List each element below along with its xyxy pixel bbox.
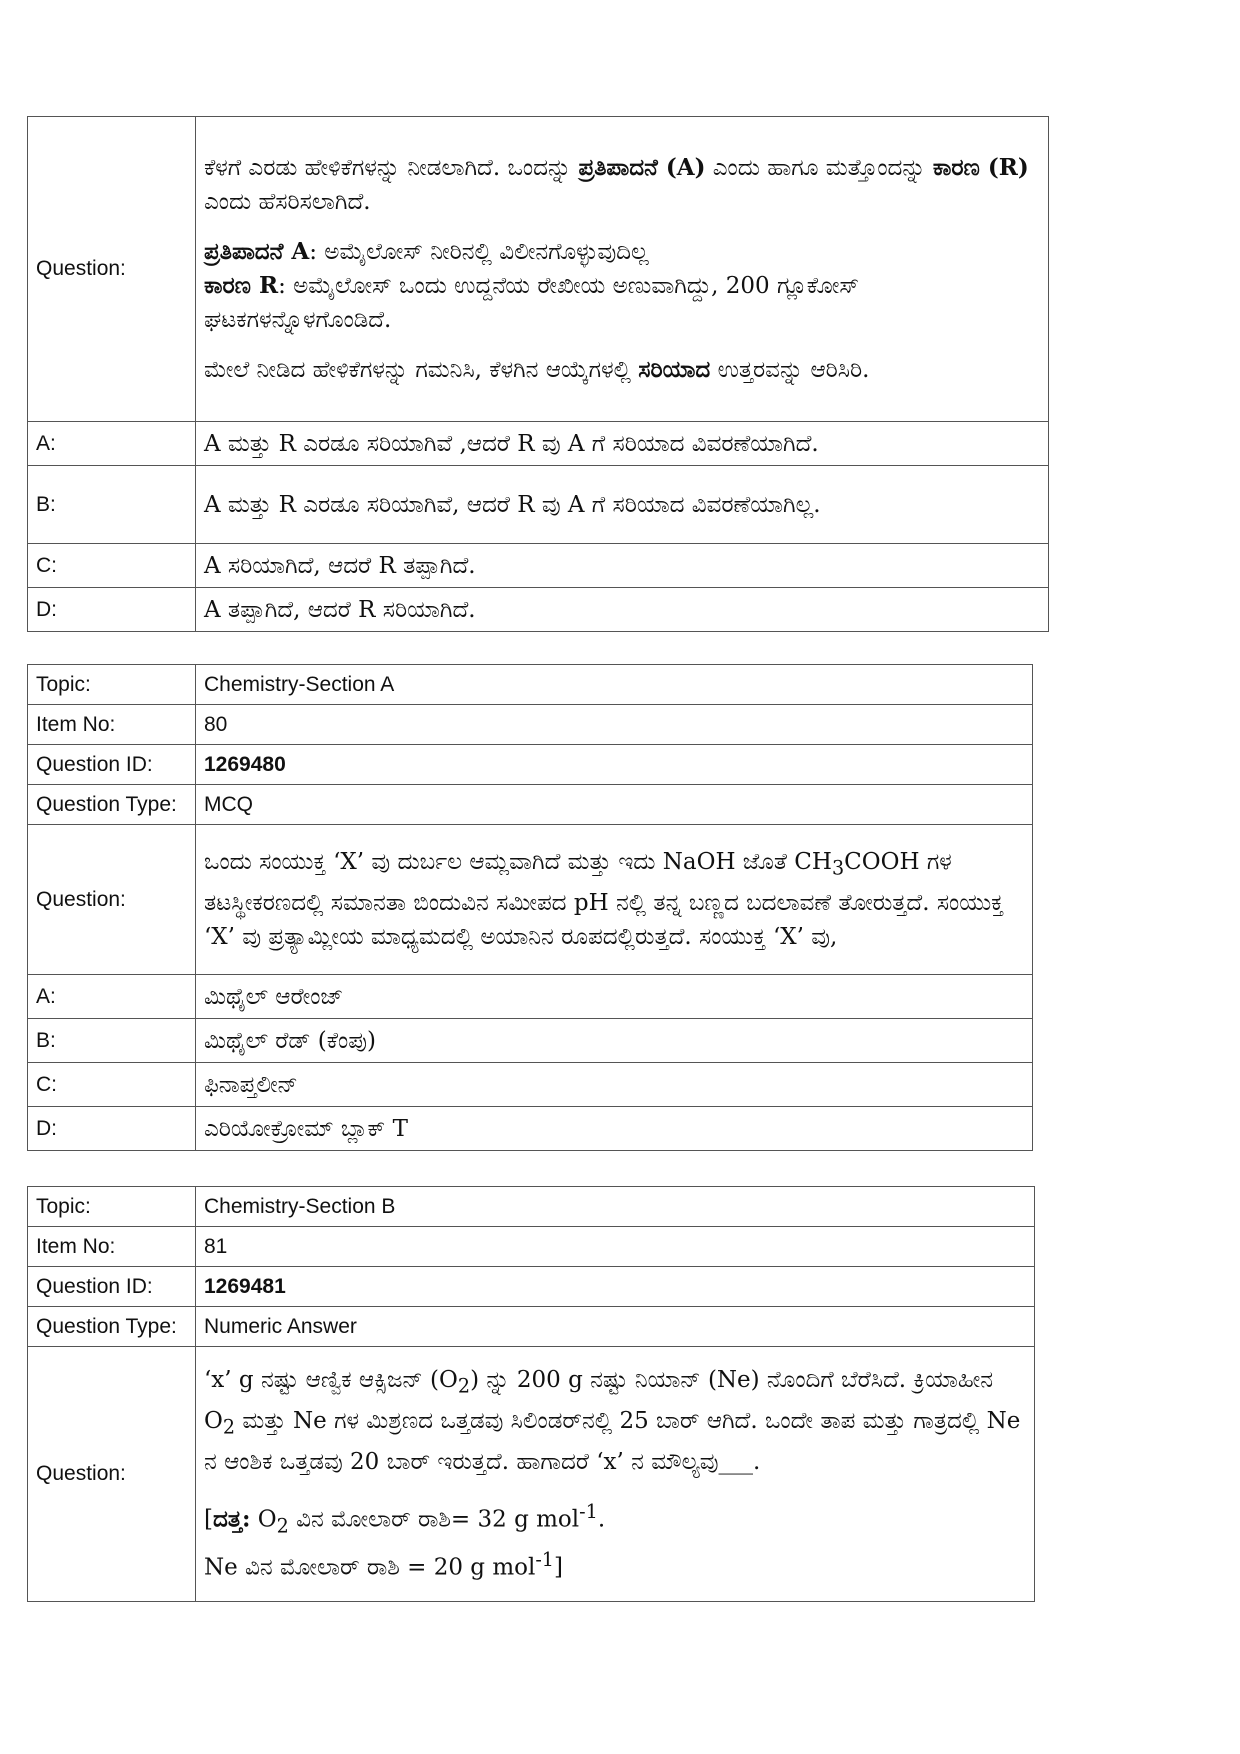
option-d-label: D:	[28, 588, 196, 632]
question-label: Question:	[28, 1347, 196, 1602]
item-no-row	[28, 705, 1033, 745]
option-a-label: A:	[28, 422, 196, 466]
item-no-label: Item No:	[28, 705, 196, 745]
question-row	[28, 1347, 1035, 1602]
topic-label: Topic:	[28, 1187, 196, 1227]
topic-row	[28, 665, 1033, 705]
question-id-value: 1269480	[196, 745, 1033, 785]
option-b-label: B:	[28, 466, 196, 544]
option-c-text: ಫಿನಾಪ್ತಲೀನ್	[196, 1063, 1033, 1107]
question-id-label: Question ID:	[28, 745, 196, 785]
question-id-row	[28, 745, 1033, 785]
question-type-row	[28, 1307, 1035, 1347]
question-row	[28, 825, 1033, 975]
option-b-text: A ಮತ್ತು R ಎರಡೂ ಸರಿಯಾಗಿವೆ, ಆದರೆ R ವು A ಗೆ ಸರಿಯಾದ ವಿವರಣೆಯಾಗಿಲ್ಲ.	[196, 466, 1049, 544]
option-row-c	[28, 1063, 1033, 1107]
question-type-row	[28, 785, 1033, 825]
option-c-text: A ಸರಿಯಾಗಿದೆ, ಆದರೆ R ತಪ್ಪಾಗಿದೆ.	[196, 544, 1049, 588]
question-type-label: Question Type:	[28, 785, 196, 825]
item-no-value: 81	[196, 1227, 1035, 1267]
question-id-value: 1269481	[196, 1267, 1035, 1307]
topic-label: Topic:	[28, 665, 196, 705]
question-label: Question:	[28, 825, 196, 975]
question-text: ಕೆಳಗೆ ಎರಡು ಹೇಳಿಕೆಗಳನ್ನು ನೀಡಲಾಗಿದೆ. ಒಂದನ್ನು ಪ್ರತಿಪಾದನೆ (A) ಎಂದು ಹಾಗೂ ಮತ್ತೊಂದನ್ನು ಕಾರಣ (R) ಎಂದು ಹೆಸರಿಸಲಾಗಿದೆ. ಪ್ರತಿಪಾದನೆ A: ಅಮೈಲೋಸ್ ನೀರಿನಲ್ಲಿ ವಿಲೀನಗೊಳ್ಳುವುದಿಲ್ಲ ಕಾರಣ R: ಅಮೈಲೋಸ್ ಒಂದು ಉದ್ದನೆಯ ರೇಖೀಯ ಅಣುವಾಗಿದ್ದು, 200 ಗ್ಲೂಕೋಸ್ ಘಟಕಗಳನ್ನೊಳಗೊಂಡಿದೆ. ಮೇಲೆ ನೀಡಿದ ಹೇಳಿಕೆಗಳನ್ನು ಗಮನಿಸಿ, ಕೆಳಗಿನ ಆಯ್ಕೆಗಳಲ್ಲಿ ಸರಿಯಾದ ಉತ್ತರವನ್ನು ಆರಿಸಿರಿ.	[196, 117, 1049, 422]
question-label: Question:	[28, 117, 196, 422]
question-text: ‘x’ g ನಷ್ಟು ಆಣ್ವಿಕ ಆಕ್ಸಿಜನ್ $(O_2)$ ನ್ನು 200 g ನಷ್ಟು ನಿಯಾನ್ (Ne) ನೊಂದಿಗೆ ಬೆರೆಸಿದೆ. ಕ್ರಿಯಾಹೀನ $O_2$ ಮತ್ತು Ne ಗಳ ಮಿಶ್ರಣದ ಒತ್ತಡವು ಸಿಲಿಂಡರ್‌ನಲ್ಲಿ 25 ಬಾರ್ ಆಗಿದೆ. ಒಂದೇ ತಾಪ ಮತ್ತು ಗಾತ್ರದಲ್ಲಿ Ne ನ ಆಂಶಿಕ ಒತ್ತಡವು 20 ಬಾರ್ ಇರುತ್ತದೆ. ಹಾಗಾದರೆ ‘x’ ನ ಮೌಲ್ಯವು___. [ದತ್ತ: $O_2$ ವಿನ ಮೋಲಾರ್ ರಾಶಿ= 32 g mol$^{-1}$. Ne ವಿನ ಮೋಲಾರ್ ರಾಶಿ = 20 g mol$^{-1}$]	[196, 1347, 1035, 1602]
item-no-value: 80	[196, 705, 1033, 745]
question-type-value: MCQ	[196, 785, 1033, 825]
item-no-row	[28, 1227, 1035, 1267]
topic-value: Chemistry-Section B	[196, 1187, 1035, 1227]
question-table-2	[27, 664, 1033, 1151]
question-id-row	[28, 1267, 1035, 1307]
option-a-label: A:	[28, 975, 196, 1019]
option-row-b	[28, 1019, 1033, 1063]
option-b-label: B:	[28, 1019, 196, 1063]
option-row-c	[28, 544, 1049, 588]
option-d-text: A ತಪ್ಪಾಗಿದೆ, ಆದರೆ R ಸರಿಯಾಗಿದೆ.	[196, 588, 1049, 632]
option-b-text: ಮಿಥೈಲ್ ರೆಡ್ (ಕೆಂಪು)	[196, 1019, 1033, 1063]
question-type-value: Numeric Answer	[196, 1307, 1035, 1347]
option-row-d	[28, 588, 1049, 632]
option-row-b	[28, 466, 1049, 544]
topic-value: Chemistry-Section A	[196, 665, 1033, 705]
option-row-d	[28, 1107, 1033, 1151]
option-d-text: ಎರಿಯೋಕ್ರೋಮ್ ಬ್ಲಾಕ್ T	[196, 1107, 1033, 1151]
topic-row	[28, 1187, 1035, 1227]
question-type-label: Question Type:	[28, 1307, 196, 1347]
option-row-a	[28, 422, 1049, 466]
option-a-text: ಮಿಥೈಲ್ ಆರೇಂಜ್	[196, 975, 1033, 1019]
item-no-label: Item No:	[28, 1227, 196, 1267]
option-a-text: A ಮತ್ತು R ಎರಡೂ ಸರಿಯಾಗಿವೆ ,ಆದರೆ R ವು A ಗೆ ಸರಿಯಾದ ವಿವರಣೆಯಾಗಿದೆ.	[196, 422, 1049, 466]
option-c-label: C:	[28, 544, 196, 588]
question-table-1	[27, 116, 1049, 632]
question-text: ಒಂದು ಸಂಯುಕ್ತ ‘X’ ವು ದುರ್ಬಲ ಆಮ್ಲವಾಗಿದೆ ಮತ್ತು ಇದು NaOH ಜೊತೆ $CH_3COOH$ ಗಳ ತಟಸ್ಥೀಕರಣದಲ್ಲಿ ಸಮಾನತಾ ಬಿಂದುವಿನ ಸಮೀಪದ pH ನಲ್ಲಿ ತನ್ನ ಬಣ್ಣದ ಬದಲಾವಣೆ ತೋರುತ್ತದೆ. ಸಂಯುಕ್ತ ‘X’ ವು ಪ್ರತ್ಯಾಮ್ಲೀಯ ಮಾಧ್ಯಮದಲ್ಲಿ ಅಯಾನಿನ ರೂಪದಲ್ಲಿರುತ್ತದೆ. ಸಂಯುಕ್ತ ‘X’ ವು,	[196, 825, 1033, 975]
question-row	[28, 117, 1049, 422]
option-c-label: C:	[28, 1063, 196, 1107]
question-id-label: Question ID:	[28, 1267, 196, 1307]
option-d-label: D:	[28, 1107, 196, 1151]
question-table-3	[27, 1186, 1035, 1602]
option-row-a	[28, 975, 1033, 1019]
